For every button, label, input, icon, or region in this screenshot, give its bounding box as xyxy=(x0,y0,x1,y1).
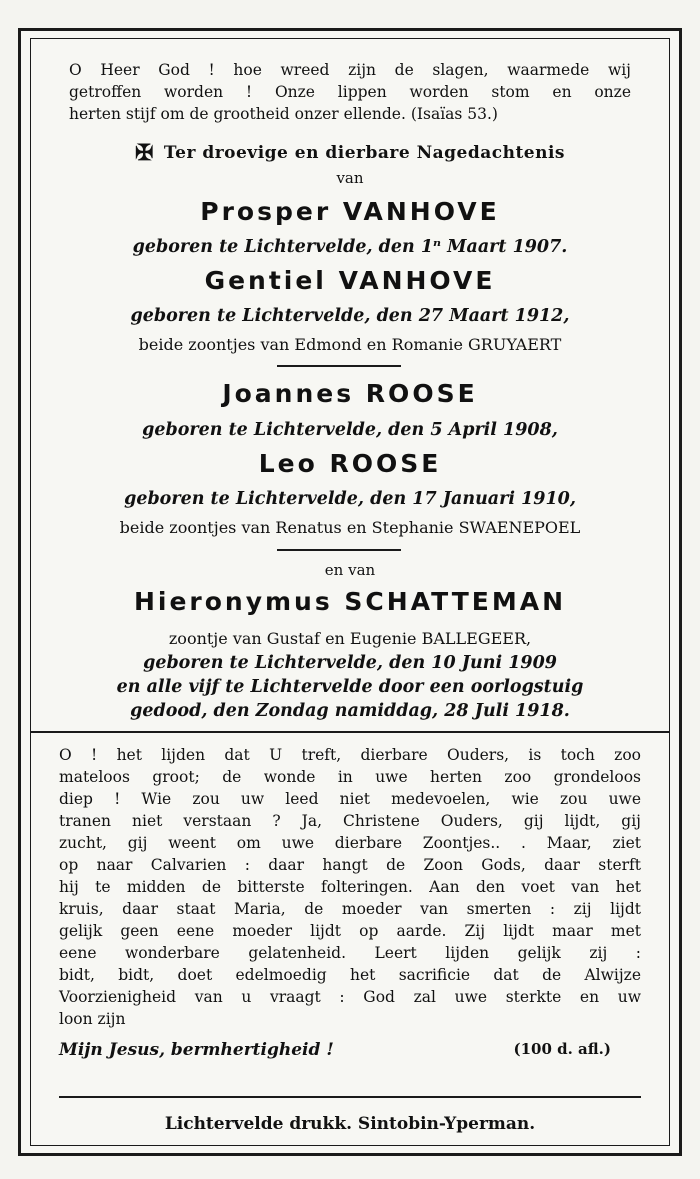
body-line: tranen niet verstaan ? Ja, Christene Ouders, gij lijdt, gij xyxy=(59,812,641,830)
parents-line: zoontje van Gustaf en Eugenie BALLEGEER, xyxy=(168,629,532,648)
person-name: Prosper VANHOVE xyxy=(200,197,500,226)
dedication-section xyxy=(31,39,669,729)
body-line: Voorzienigheid van u vraagt : God zal uwe sterkte en uw xyxy=(59,988,641,1006)
person-name: Joannes ROOSE xyxy=(222,379,478,408)
memorial-card xyxy=(18,28,682,1156)
person-name: Gentiel VANHOVE xyxy=(204,266,496,295)
quote-line: O Heer God ! hoe wreed zijn de slagen, waarmede wij xyxy=(69,61,631,79)
death-line: en alle vijf te Lichtervelde door een oorlogstuig xyxy=(116,677,584,697)
body-line: loon zijn xyxy=(59,1010,126,1028)
body-line: bidt, bidt, doet edelmoedig het sacrificie dat de Alwijze xyxy=(59,966,641,984)
body-line: O ! het lijden dat U treft, dierbare Ouders, is toch zoo xyxy=(59,746,641,764)
person-name: Hieronymus SCHATTEMAN xyxy=(133,587,567,616)
closing-line xyxy=(59,1040,641,1060)
dedication-line xyxy=(31,140,669,166)
body-line: gelijk geen eene moeder lijdt op aarde. Zij lijdt maar met xyxy=(59,922,641,940)
prayer-text: Mijn Jesus, bermhertigheid ! xyxy=(59,1040,334,1060)
parents-line: beide zoontjes van Edmond en Romanie GRUYAERT xyxy=(138,335,562,354)
person-birth: geboren te Lichtervelde, den 10 Juni 1909 xyxy=(143,653,557,673)
body-line: eene wonderbare gelatenheid. Leert lijden gelijk zij : xyxy=(59,944,641,962)
cross-icon: ✠ xyxy=(134,140,154,166)
consolation-section xyxy=(31,736,669,1092)
printer-imprint: Lichtervelde drukk. Sintobin-Yperman. xyxy=(164,1114,536,1134)
body-line: diep ! Wie zou uw leed niet medevoelen, wie zou uwe xyxy=(59,790,641,808)
quote-line: getroffen worden ! Onze lippen worden stom en onze xyxy=(69,83,631,101)
person-birth: geboren te Lichtervelde, den 1ⁿ Maart 1907. xyxy=(132,237,568,257)
body-line: mateloos groot; de wonde in uwe herten zoo grondeloos xyxy=(59,768,641,786)
person-birth: geboren te Lichtervelde, den 5 April 1908, xyxy=(142,420,558,440)
person-birth: geboren te Lichtervelde, den 27 Maart 1912, xyxy=(130,306,570,326)
body-line: zucht, gij weent om uwe dierbare Zoontjes.. . Maar, ziet xyxy=(59,834,641,852)
person-name: Leo ROOSE xyxy=(258,449,442,478)
quote-line: herten stijf om de grootheid onzer ellende. (Isaïas 53.) xyxy=(69,105,498,123)
en-van-label: en van xyxy=(324,561,376,579)
death-line: gedood, den Zondag namiddag, 28 Juli 1918. xyxy=(130,701,570,721)
footer-rule xyxy=(59,1096,641,1098)
body-line: hij te midden de bitterste folteringen. Aan den voet van het xyxy=(59,878,641,896)
indulgence-text: (100 d. afl.) xyxy=(513,1040,611,1058)
divider xyxy=(277,549,401,551)
body-line: op naar Calvarien : daar hangt de Zoon Gods, daar sterft xyxy=(59,856,641,874)
dedication-text: Ter droevige en dierbare Nagedachtenis xyxy=(163,143,565,163)
body-line: kruis, daar staat Maria, de moeder van smerten : zij lijdt xyxy=(59,900,641,918)
card-inner-frame xyxy=(30,38,670,1146)
person-birth: geboren te Lichtervelde, den 17 Januari 1910, xyxy=(124,489,576,509)
section-rule xyxy=(31,731,669,733)
parents-line: beide zoontjes van Renatus en Stephanie SWAENEPOEL xyxy=(119,518,581,537)
van-label: van xyxy=(336,169,364,187)
divider xyxy=(277,365,401,367)
